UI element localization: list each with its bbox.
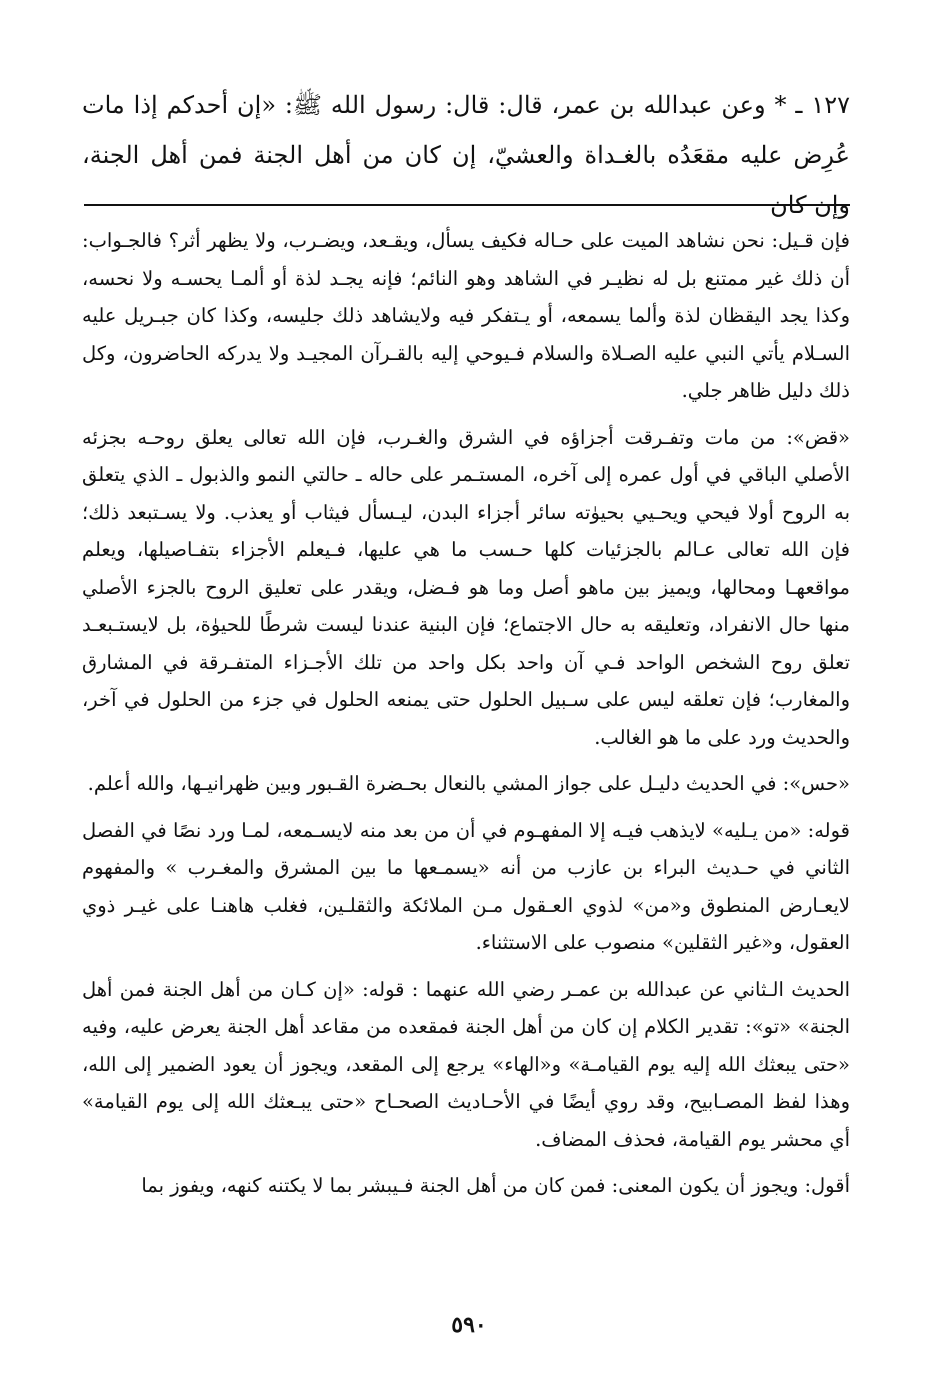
commentary-paragraph: «قض»: من مات وتفـرقت أجزاؤه في الشرق والغـرب، فإن الله تعالى يعلق روحـه بجزئه الأصلي الباقي في أول عمره إلى آخره، المستـمر على حاله ـ حالتي النمو والذبول ـ الذي يتعلق به الروح أولا فيحي ويحـيي بحيوٰته سائر أجزاء البدن، ليـسأل فيثاب أو يعذب. ولا يسـتبعد ذلك؛ فإن الله تعالى عـالم بالجزئيات كلها حـسب ما هي عليها، فـيعلم الأجزاء بتفـاصيلها، ويعلم مواقعهـا ومحالها، ويميز بين ماهو أصل وما هو فـضل، ويقدر على تعليق الروح بالجزء الأصلي منها حال الانفراد، وتعليقه به حال الاجتماع؛ فإن البنية عندنا ليست شرطًا للحيوٰة، بل لايستـبعـد تعلق روح الشخص الواحد فـي آن واحد بكل واحد من تلك الأجـزاء المتفـرقة في المشارق والمغارب؛ فإن تعلقه ليس على سـبيل الحلول حتى يمنعه الحلول في جزء من الحلول في آخر، والحديث ورد على ما هو الغالب. (82, 425, 850, 749)
hadith-text-block (82, 80, 850, 230)
page-number: ٥٩٠ (451, 1312, 487, 1338)
commentary-paragraph: «حس»: في الحديث دليـل على جواز المشي بالنعال بحـضرة القـبور وبين ظهرانيـها، والله أعلم. (87, 772, 850, 795)
commentary-paragraph: فإن قـيل: نحن نشاهد الميت على حـاله فكيف يسأل، ويقـعد، ويضـرب، ولا يظهر أثر؟ فالجـواب: أن ذلك غير ممتنع بل له نظيـر في الشاهد وهو النائم؛ فإنه يجـد لذة أو ألمـا يحسـه ولا نحسه، وكذا يجد اليقظان لذة وألما يسمعه، أو يـتفكر فيه ولايشاهد ذلك جليسه، وكذا كان جبـريل عليه السـلام يأتي النبي عليه الصـلاة والسلام فـيوحي إليه بالقـرآن المجيـد ولا يدركه الحاضرون، وكل ذلك دليل ظاهر جلي. (82, 229, 850, 402)
commentary-paragraph: أقول: ويجوز أن يكون المعنى: فمن كان من أهل الجنة فـيبشر بما لا يكتنه كنهه، ويفوز بما (141, 1174, 850, 1197)
commentary-paragraph: قوله: «من يـليه» لايذهب فيـه إلا المفهـوم في أن من بعد منه لايسـمعه، لمـا ورد نصًا في الفصل الثاني في حـديث البراء بن عازب من أنه «يسمـعها ما بين المشرق والمغـرب » والمفهوم لايعـارض المنطوق و«من» لذوي العـقول مـن الملائكة والثقلـين، فغلب هاهنـا على غيـر ذوي العقول، و«غير الثقلين» منصوب على الاستثناء. (82, 818, 850, 954)
section-divider (84, 204, 850, 206)
commentary-block (82, 222, 850, 1214)
hadith-paragraph: ١٢٧ ـ * وعن عبدالله بن عمر، قال: قال: رسول الله ﷺ: «إن أحدكم إذا مات عُرِض عليه مقعَدُه بالغـداة والعشيّ، إن كان من أهل الجنة فمن أهل الجنة، وإن كان (82, 91, 850, 219)
commentary-paragraph: الحديث الـثاني عن عبدالله بن عمـر رضي الله عنهما : قوله: «إن كـان من أهل الجنة فمن أهل الجنة» «تو»: تقدير الكلام إن كان من أهل الجنة فمقعده من مقاعد أهل الجنة يعرض عليه، وفيه «حتى يبعثك الله إليه يوم القيامـة» و«الهاء» يرجع إلى المقعد، ويجوز أن يعود الضمير إلى الله، وهذا لفظ المصـابيح، وقد روي أيضًا في الأحـاديث الصحـاح «حتى يبـعثك الله إلى يوم القيامة» أي محشر يوم القيامة، فحذف المضاف. (82, 977, 850, 1151)
